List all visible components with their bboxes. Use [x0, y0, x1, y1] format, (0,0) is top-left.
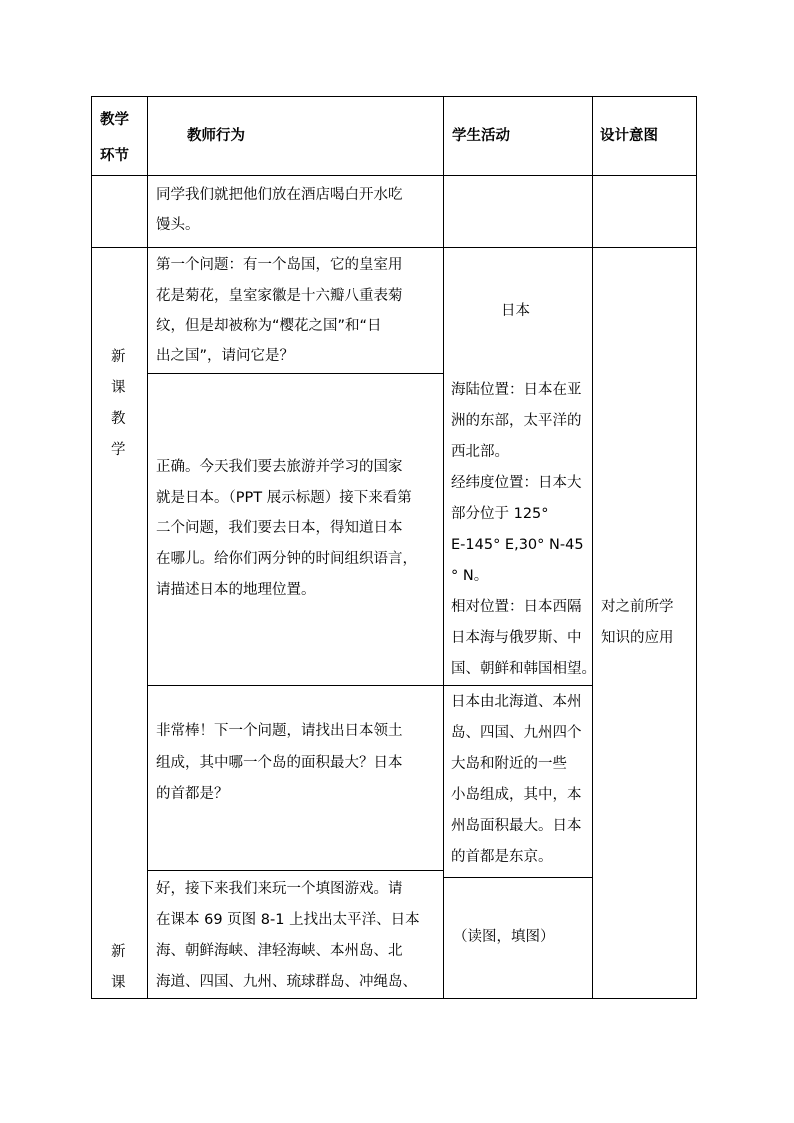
text-line: 馒头。 [156, 217, 200, 233]
text-line: 花是菊花，皇室家徽是十六瓣八重表菊 [156, 288, 403, 304]
text-line: 岛、四国、九州四个 [451, 725, 582, 741]
table-rule [592, 96, 593, 999]
q1-student-answer: 日本 [501, 303, 530, 319]
text-line: 海道、四国、九州、琉球群岛、冲绳岛、 [156, 974, 417, 990]
table-border-top [91, 96, 697, 97]
text-line: 州岛面积最大。日本 [451, 818, 582, 834]
text-line: 日本由北海道、本州 [451, 694, 582, 710]
table-rule [147, 870, 443, 871]
phase-char: 教 [111, 411, 126, 427]
header-teacher-behavior: 教师行为 [187, 128, 245, 144]
text-line: 在哪儿。给你们两分钟的时间组织语言， [156, 551, 417, 567]
phase-char: 课 [111, 975, 126, 991]
text-line: 的首都是东京。 [451, 849, 553, 865]
text-line: 洲的东部，太平洋的 [451, 413, 582, 429]
header-phase-line: 教学 [100, 112, 129, 128]
text-line: 西北部。 [451, 444, 509, 460]
text-line: 请描述日本的地理位置。 [156, 582, 316, 598]
text-line: 就是日本。（PPT 展示标题）接下来看第 [156, 490, 412, 506]
header-phase-line: 环节 [100, 148, 129, 164]
text-line: 小岛组成，其中，本 [451, 787, 582, 803]
phase-char: 新 [111, 349, 126, 365]
text-line: 大岛和附近的一些 [451, 756, 567, 772]
text-line: ° N。 [451, 568, 489, 584]
phase-char: 学 [111, 442, 126, 458]
table-border-left [91, 96, 92, 999]
table-rule [147, 373, 443, 374]
text-line: 海、朝鲜海峡、津轻海峡、本州岛、北 [156, 943, 403, 959]
text-line: 部分位于 125° [451, 506, 549, 522]
table-rule [443, 96, 444, 999]
table-border-bottom [91, 998, 697, 999]
text-line: 出之国”，请问它是？ [156, 348, 295, 364]
text-line: 纹，但是却被称为“樱花之国”和“日 [156, 318, 382, 334]
text-line: 同学我们就把他们放在酒店喝白开水吃 [156, 187, 403, 203]
text-line: 非常棒！下一个问题，请找出日本领土 [156, 723, 403, 739]
text-line: 海陆位置：日本在亚 [451, 382, 582, 398]
phase-char: 新 [111, 944, 126, 960]
table-rule [443, 877, 592, 878]
text-line: 国、朝鲜和韩国相望。 [451, 661, 596, 677]
header-student-activity: 学生活动 [452, 128, 510, 144]
q4-student-activity: （读图，填图） [453, 929, 555, 945]
text-line: 对之前所学 [601, 599, 674, 615]
text-line: 相对位置：日本西隔 [451, 599, 582, 615]
table-rule [147, 96, 148, 999]
table-rule [147, 685, 592, 686]
text-line: 好，接下来我们来玩一个填图游戏。请 [156, 881, 403, 897]
phase-char: 课 [111, 380, 126, 396]
text-line: 正确。今天我们要去旅游并学习的国家 [156, 459, 403, 475]
text-line: 经纬度位置：日本大 [451, 475, 582, 491]
text-line: 二个问题，我们要去日本，得知道日本 [156, 520, 403, 536]
text-line: 日本海与俄罗斯、中 [451, 630, 582, 646]
header-design-intent: 设计意图 [600, 128, 658, 144]
text-line: E-145° E,30° N-45 [451, 537, 584, 553]
text-line: 知识的应用 [601, 630, 674, 646]
text-line: 的首都是？ [156, 786, 229, 802]
table-border-right [696, 96, 697, 999]
text-line: 第一个问题：有一个岛国，它的皇室用 [156, 257, 403, 273]
table-rule [91, 175, 697, 176]
table-rule [91, 247, 697, 248]
text-line: 在课本 69 页图 8-1 上找出太平洋、日本 [156, 912, 420, 928]
text-line: 组成，其中哪一个岛的面积最大？日本 [156, 755, 403, 771]
